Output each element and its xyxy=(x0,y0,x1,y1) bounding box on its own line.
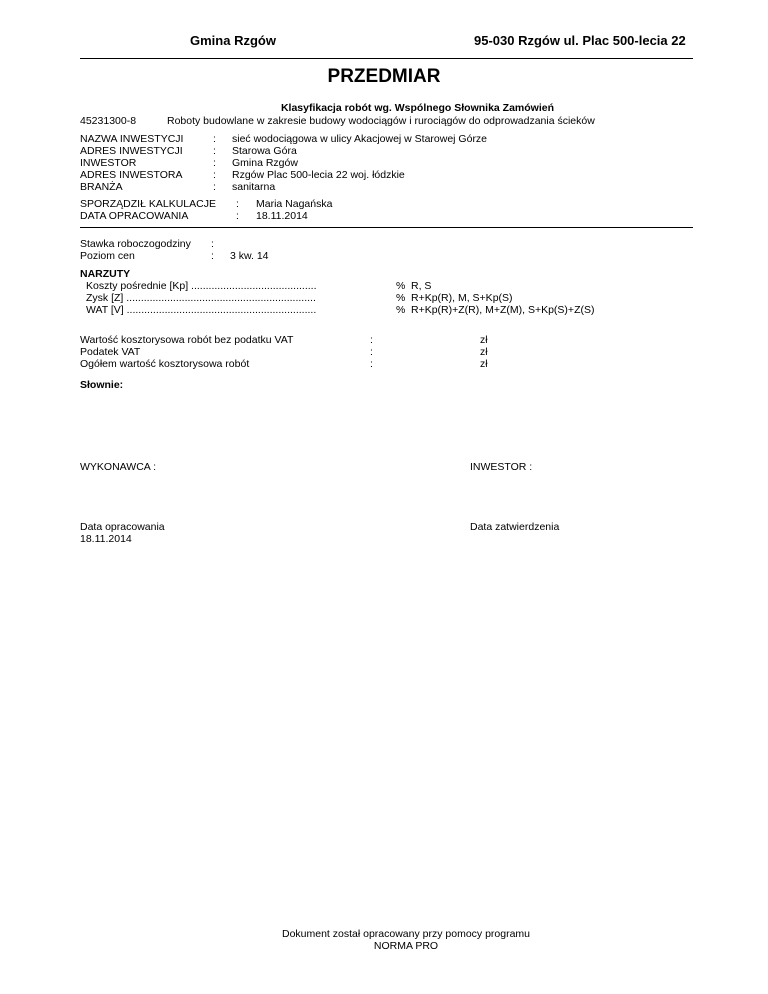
labor-rate-label: Stawka roboczogodziny xyxy=(80,238,191,250)
branch-label: BRANŻA xyxy=(80,181,123,193)
total-net-label: Wartość kosztorysowa robót bez podatku VAT xyxy=(80,334,294,346)
classification-code: 45231300-8 xyxy=(80,115,137,127)
colon: : xyxy=(236,198,239,210)
narzut-unit: % xyxy=(396,292,406,304)
section-divider xyxy=(80,227,693,228)
narzut-formula: R, S xyxy=(411,280,432,292)
narzut-unit: % xyxy=(396,304,406,316)
narzut-label: Koszty pośrednie [Kp] ........................................... xyxy=(86,280,317,292)
colon: : xyxy=(211,238,214,250)
classification-description: Roboty budowlane w zakresie budowy wodociągów i rurociągów do odprowadzania ścieków xyxy=(167,115,595,127)
investor-label: INWESTOR xyxy=(80,157,137,169)
colon: : xyxy=(213,133,216,145)
prepared-date-label: DATA OPRACOWANIA xyxy=(80,210,189,222)
narzut-formula: R+Kp(R), M, S+Kp(S) xyxy=(411,292,513,304)
vat-currency: zł xyxy=(480,346,488,358)
colon: : xyxy=(370,346,373,358)
total-gross-currency: zł xyxy=(480,358,488,370)
page-title: PRZEDMIAR xyxy=(327,66,441,87)
price-level-label: Poziom cen xyxy=(80,250,135,262)
investor-signature-label: INWESTOR : xyxy=(470,461,533,473)
colon: : xyxy=(236,210,239,222)
colon: : xyxy=(213,181,216,193)
investment-name-label: NAZWA INWESTYCJI xyxy=(80,133,184,145)
colon: : xyxy=(213,169,216,181)
investment-address-label: ADRES INWESTYCJI xyxy=(80,145,183,157)
narzut-unit: % xyxy=(396,280,406,292)
narzut-label: Zysk [Z] ................................................................. xyxy=(86,292,316,304)
footer-line2: NORMA PRO xyxy=(373,940,439,952)
total-gross-label: Ogółem wartość kosztorysowa robót xyxy=(80,358,250,370)
total-net-currency: zł xyxy=(480,334,488,346)
narzuty-heading: NARZUTY xyxy=(80,268,131,280)
investment-address-value: Starowa Góra xyxy=(232,145,297,157)
prep-date-value: 18.11.2014 xyxy=(80,533,132,545)
colon: : xyxy=(370,358,373,370)
header-right: 95-030 Rzgów ul. Plac 500-lecia 22 xyxy=(474,33,686,48)
header-left: Gmina Rzgów xyxy=(190,33,276,48)
investor-address-label: ADRES INWESTORA xyxy=(80,169,183,181)
classification-heading: Klasyfikacja robót wg. Wspólnego Słownika Zamówień xyxy=(280,102,555,114)
colon: : xyxy=(211,250,214,262)
colon: : xyxy=(213,145,216,157)
narzut-formula: R+Kp(R)+Z(R), M+Z(M), S+Kp(S)+Z(S) xyxy=(411,304,595,316)
narzut-label: WAT [V] ................................................................. xyxy=(86,304,317,316)
prepared-by-label: SPORZĄDZIŁ KALKULACJE xyxy=(80,198,216,210)
prepared-date-value: 18.11.2014 xyxy=(256,210,308,222)
header-divider xyxy=(80,58,693,59)
prepared-by-value: Maria Nagańska xyxy=(256,198,333,210)
slownie-label: Słownie: xyxy=(80,379,124,391)
prep-date-label: Data opracowania xyxy=(80,521,165,533)
investor-value: Gmina Rzgów xyxy=(232,157,298,169)
price-level-value: 3 kw. 14 xyxy=(230,250,269,262)
footer-line1: Dokument został opracowany przy pomocy programu xyxy=(281,928,531,940)
vat-label: Podatek VAT xyxy=(80,346,141,358)
investor-address-value: Rzgów Plac 500-lecia 22 woj. łódzkie xyxy=(232,169,405,181)
branch-value: sanitarna xyxy=(232,181,276,193)
investment-name-value: sieć wodociągowa w ulicy Akacjowej w Starowej Górze xyxy=(232,133,488,145)
colon: : xyxy=(213,157,216,169)
approval-date-label: Data zatwierdzenia xyxy=(470,521,560,533)
colon: : xyxy=(370,334,373,346)
contractor-signature-label: WYKONAWCA : xyxy=(80,461,157,473)
